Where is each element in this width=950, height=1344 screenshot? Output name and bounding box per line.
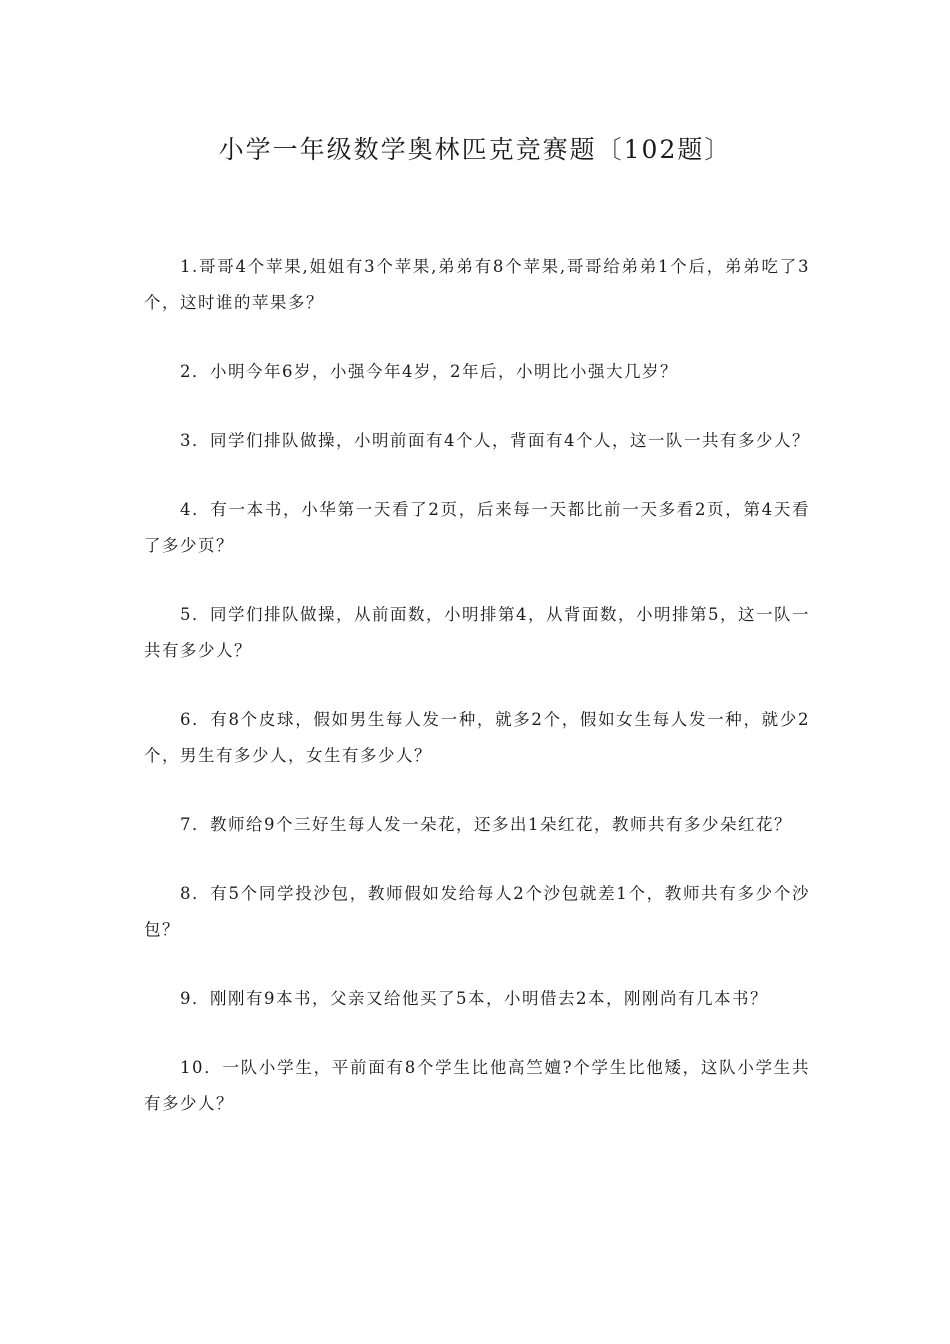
question-item: 6．有8个皮球，假如男生每人发一种，就多2个，假如女生每人发一种，就少2个，男生有多少人，女生有多少人？ — [144, 710, 810, 765]
question-item: 9．刚刚有9本书，父亲又给他买了5本，小明借去2本，刚刚尚有几本书？ — [180, 989, 768, 1008]
question-item: 5．同学们排队做操，从前面数，小明排第4，从背面数，小明排第5，这一队一共有多少人？ — [144, 605, 810, 660]
question-item: 8．有5个同学投沙包，教师假如发给每人2个沙包就差1个，教师共有多少个沙包？ — [144, 884, 810, 939]
question-list — [144, 249, 810, 1155]
question-item: 3．同学们排队做操，小明前面有4个人，背面有4个人，这一队一共有多少人？ — [180, 431, 810, 450]
question-item: 2．小明今年6岁，小强今年4岁，2年后，小明比小强大几岁？ — [180, 362, 678, 381]
document-title: 小学一年级数学奥林匹克竞赛题〔102题〕 — [218, 135, 732, 164]
question-item: 10．一队小学生，平前面有8个学生比他高竺嬗?个学生比他矮，这队小学生共有多少人？ — [144, 1058, 810, 1113]
question-item: 4．有一本书，小华第一天看了2页，后来每一天都比前一天多看2页，第4天看了多少页？ — [144, 500, 810, 555]
question-item: 1.哥哥4个苹果,姐姐有3个苹果,弟弟有8个苹果,哥哥给弟弟1个后，弟弟吃了3个，这时谁的苹果多？ — [144, 257, 810, 312]
question-item: 7．教师给9个三好生每人发一朵花，还多出1朵红花，教师共有多少朵红花？ — [180, 815, 792, 834]
